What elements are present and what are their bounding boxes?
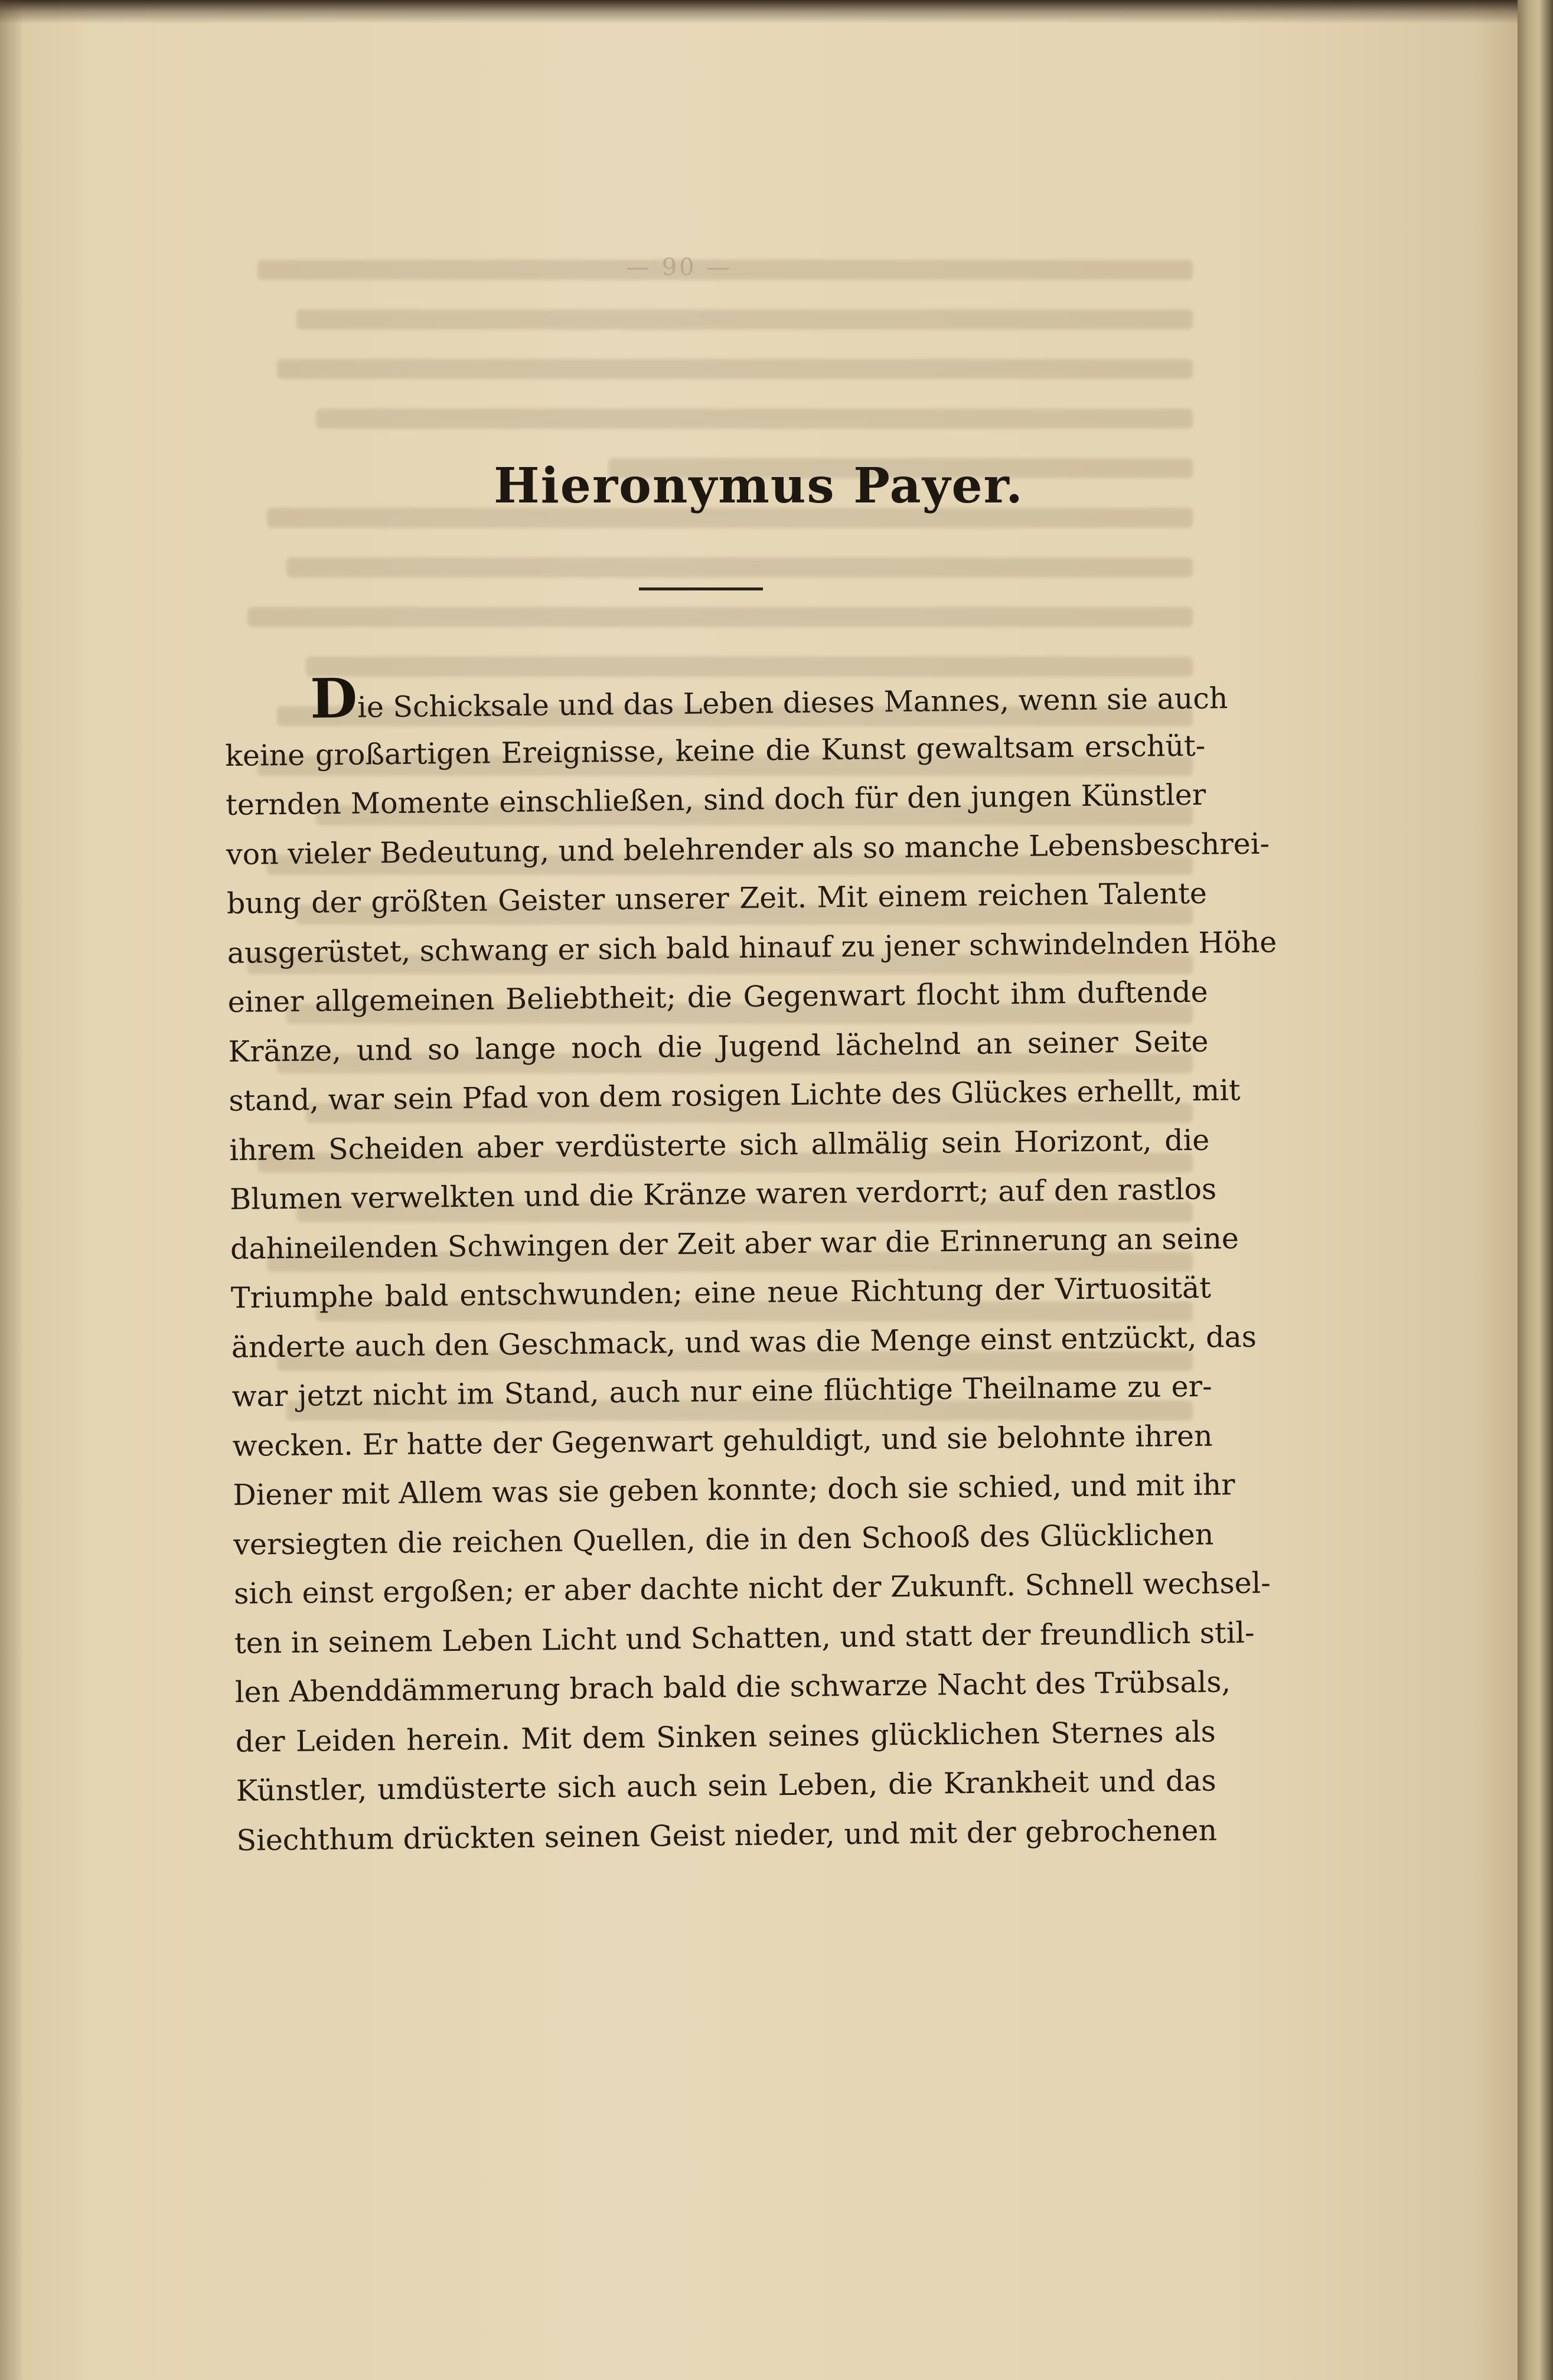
text-line: sich einst ergoßen; er aber dachte nicht der Zukunft. Schnell wechsel- xyxy=(233,1566,1271,1611)
text-line: dahineilenden Schwingen der Zeit aber war die Erinnerung an seine xyxy=(230,1221,1239,1266)
text-line: versiegten die reichen Quellen, die in den Schooß des Glücklichen xyxy=(233,1517,1214,1562)
text-line: Diener mit Allem was sie geben konnte; doch sie schied, und mit ihr xyxy=(233,1468,1235,1512)
text-line: len Abenddämmerung brach bald die schwarze Nacht des Trübsals, xyxy=(234,1665,1231,1709)
text-line: Kränze, und so lange noch die Jugend lächelnd an seiner Seite xyxy=(228,1024,1209,1069)
text-line: Triumphe bald entschwunden; eine neue Richtung der Virtuosität xyxy=(230,1271,1212,1315)
body-paragraph xyxy=(224,666,1277,1865)
page-title: Hieronymus Payer. xyxy=(494,458,1024,514)
book-edge xyxy=(1518,0,1553,2380)
text-line: einer allgemeinen Beliebtheit; die Gegenwart flocht ihm duftende xyxy=(227,975,1208,1019)
text-line: Künstler, umdüsterte sich auch sein Leben, die Krankheit und das xyxy=(236,1764,1216,1808)
text-line: ternden Momente einschließen, sind doch für den jungen Künstler xyxy=(225,778,1206,822)
text-line: änderte auch den Geschmack, und was die Menge einst entzückt, das xyxy=(231,1320,1257,1364)
text-line: Siechthum drückten seinen Geist nieder, und mit der gebrochenen xyxy=(236,1813,1218,1857)
text-line: ten in seinem Leben Licht und Schatten, und statt der freundlich stil- xyxy=(234,1615,1255,1660)
text-line: bung der größten Geister unserer Zeit. Mit einem reichen Talente xyxy=(226,876,1208,920)
text-line: von vieler Bedeutung, und belehrender als so manche Lebensbeschrei- xyxy=(226,826,1270,871)
text-line: der Leiden herein. Mit dem Sinken seines glücklichen Sternes als xyxy=(235,1715,1216,1759)
text-line: war jetzt nicht im Stand, auch nur eine flüchtige Theilname zu er- xyxy=(231,1369,1212,1413)
text-line: stand, war sein Pfad von dem rosigen Lichte des Glückes erhellt, mit xyxy=(229,1073,1241,1118)
top-edge-shadow xyxy=(0,0,1518,24)
text-line: keine großartigen Ereignisse, keine die Kunst gewaltsam erschüt- xyxy=(225,729,1206,773)
text-line: wecken. Er hatte der Gegenwart gehuldigt, und sie belohnte ihren xyxy=(232,1419,1213,1463)
text-line: Die Schicksale und das Leben dieses Mannes, wenn sie auch xyxy=(309,666,1228,731)
text-line: ihrem Scheiden aber verdüsterte sich allmälig sein Horizont, die xyxy=(229,1123,1210,1167)
gutter-shadow xyxy=(0,0,24,2380)
text-line: ausgerüstet, schwang er sich bald hinauf zu jener schwindelnden Höhe xyxy=(227,925,1277,970)
text-line: Blumen verwelkten und die Kränze waren verdorrt; auf den rastlos xyxy=(229,1172,1217,1216)
title-divider xyxy=(639,587,763,590)
page-number: — 90 — xyxy=(626,254,733,281)
drop-cap: D xyxy=(309,666,358,731)
